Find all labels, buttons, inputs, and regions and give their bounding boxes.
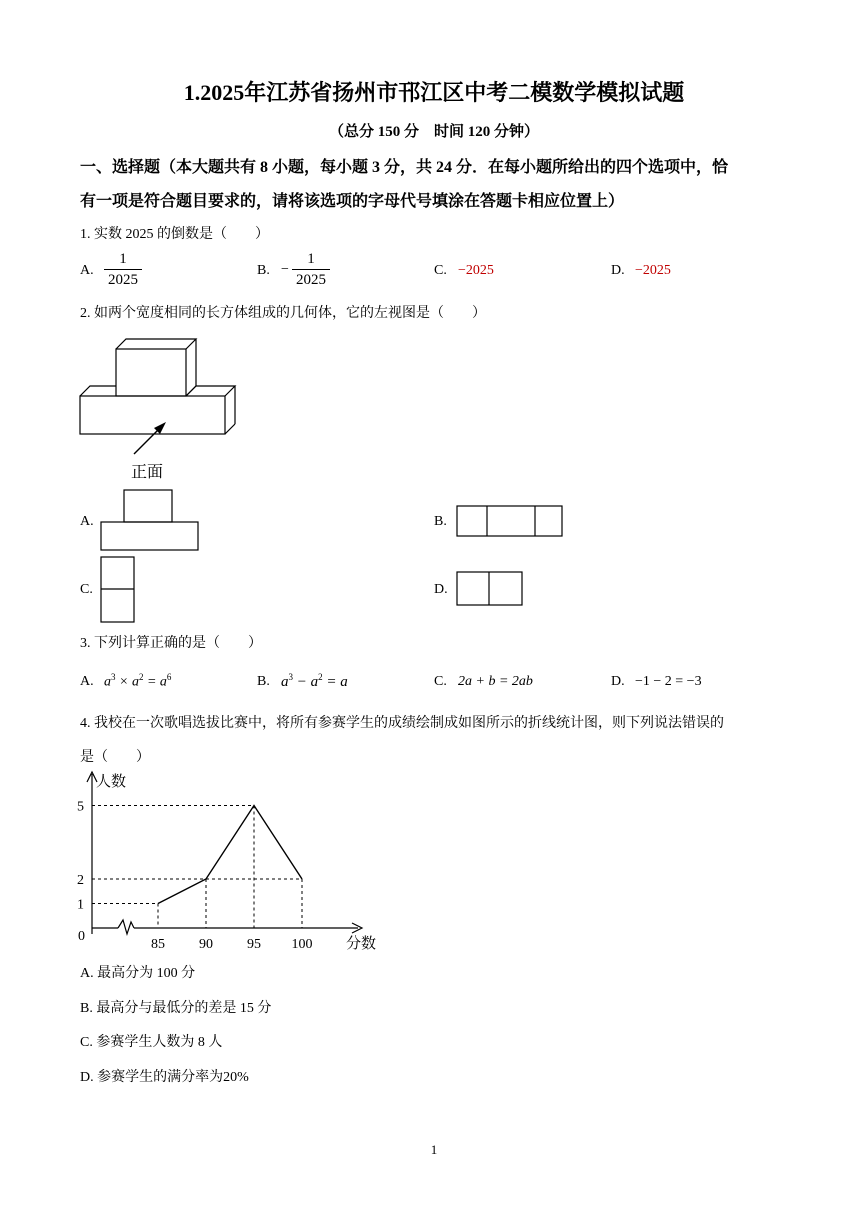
- q1-option-c-label: C.: [434, 263, 447, 278]
- q1-option-c-text: −2025: [458, 263, 494, 278]
- section-heading-line1: 一、选择题（本大题共有 8 小题，每小题 3 分，共 24 分．在每小题所给出的四个选项中，恰: [80, 159, 729, 176]
- q1-stem: 1. 实数 2025 的倒数是（ ）: [80, 227, 269, 242]
- q1-option-b-sign: −: [281, 262, 289, 277]
- q4-option-d: D. 参赛学生的满分率为20%: [80, 1070, 249, 1085]
- q3-option-d-label: D.: [611, 674, 625, 689]
- q1-option-b-label: B.: [257, 263, 270, 278]
- q2-option-b-view: [455, 505, 565, 539]
- q2-option-d-view: [455, 571, 525, 607]
- q4-option-a: A. 最高分为 100 分: [80, 966, 196, 981]
- series-line: [158, 806, 302, 904]
- q2-option-c-label: C.: [80, 582, 93, 597]
- q1-option-a-label: A.: [80, 263, 94, 278]
- q2-option-a-label: A.: [80, 514, 94, 529]
- q2-option-c-view: [99, 556, 137, 624]
- x-tick-label-85: 85: [151, 937, 165, 952]
- chart-ylabel: 人数: [96, 774, 127, 790]
- q4-line-chart: [70, 766, 390, 956]
- q3-option-a-expression: $a^3 \times a^2 = a^6$: [104, 672, 172, 690]
- y-tick-label-1: 1: [77, 897, 84, 913]
- page-title: 1.2025年江苏省扬州市邗江区中考二模数学模拟试题: [183, 80, 685, 105]
- x-tick-label-90: 90: [199, 937, 213, 952]
- y-tick-label-2: 2: [77, 873, 84, 888]
- section-heading-line2: 有一项是符合题目要求的，请将该选项的字母代号填涂在答题卡相应位置上）: [80, 193, 625, 210]
- q2-option-d-label: D.: [434, 582, 448, 597]
- q1-a-denominator: 2025: [108, 272, 138, 288]
- q2-option-a-view: [99, 489, 201, 553]
- q3-option-c-expression: 2a + b = 2ab: [458, 674, 533, 689]
- q1-a-numerator: 1: [119, 251, 127, 267]
- chart-xlabel: 分数: [346, 936, 377, 952]
- x-tick-label-100: 100: [291, 937, 313, 952]
- page-number: 1: [430, 1142, 438, 1157]
- q3-option-b-label: B.: [257, 674, 270, 689]
- q3-option-c-label: C.: [434, 674, 447, 689]
- front-direction-arrow: [130, 418, 170, 458]
- q1-b-numerator: 1: [307, 251, 315, 267]
- q4-option-b: B. 最高分与最低分的差是 15 分: [80, 1001, 272, 1016]
- y-tick-label-5: 5: [77, 799, 84, 815]
- q3-stem: 3. 下列计算正确的是（ ）: [80, 636, 262, 651]
- q1-option-b-fraction: [292, 250, 330, 289]
- front-view-label: 正面: [131, 464, 164, 481]
- q3-option-d-expression: −1 − 2 = −3: [635, 674, 702, 689]
- q1-option-d-text: −2025: [635, 263, 671, 278]
- q3-option-b-expression: $a^3 - a^2 = a$: [281, 672, 348, 690]
- q3-option-a-label: A.: [80, 674, 94, 689]
- q2-stem: 2. 如两个宽度相同的长方体组成的几何体，它的左视图是（ ）: [80, 306, 486, 321]
- q4-stem-line2: 是（ ）: [80, 750, 150, 765]
- q4-stem-line1: 4. 我校在一次歌唱选拔比赛中，将所有参赛学生的成绩绘制成如图所示的折线统计图，则下列说法错误的: [80, 716, 724, 731]
- q2-option-b-label: B.: [434, 514, 447, 529]
- q1-b-denominator: 2025: [296, 272, 326, 288]
- chart-origin-label: 0: [78, 929, 85, 944]
- x-tick-label-95: 95: [247, 937, 261, 952]
- q1-option-d-label: D.: [611, 263, 625, 278]
- q1-option-a-fraction: [104, 250, 142, 289]
- q4-option-c: C. 参赛学生人数为 8 人: [80, 1035, 223, 1050]
- page-subtitle: （总分 150 分 时间 120 分钟）: [328, 124, 539, 140]
